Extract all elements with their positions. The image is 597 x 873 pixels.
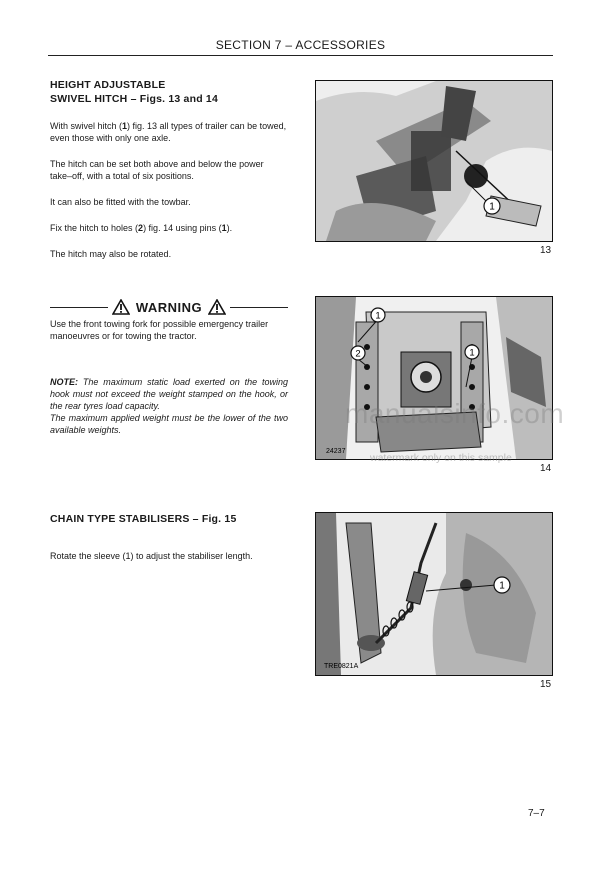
fig14-callout-1a: 1 [375, 310, 381, 322]
warning-triangle-icon [208, 299, 226, 315]
swivel-paragraph-1: With swivel hitch (1) fig. 13 all types of trailer can be towed, even those with only one axle. [50, 121, 287, 143]
swivel-paragraph-3: It can also be fitted with the towbar. [50, 197, 191, 207]
figure-15-number: 15 [540, 679, 552, 690]
swivel-paragraph-4: Fix the hitch to holes (2) fig. 14 using pins (1). [50, 223, 233, 233]
figure-14-number: 14 [540, 463, 552, 474]
figure-14-hitch-holes [315, 296, 553, 460]
warning-box [50, 298, 288, 342]
warning-title: WARNING [135, 299, 203, 315]
section-header: SECTION 7 – ACCESSORIES [215, 38, 386, 52]
warning-text: Use the front towing fork for possible emergency trailer manoeuvres or for towing the tractor. [50, 319, 269, 341]
stabilisers-title: CHAIN TYPE STABILISERS – Fig. 15 [50, 513, 237, 525]
swivel-title-line1: HEIGHT ADJUSTABLE [50, 79, 166, 91]
note-label: NOTE: [50, 377, 78, 387]
stabilisers-section [50, 512, 288, 576]
swivel-title-line2: SWIVEL HITCH – Figs. 13 and 14 [50, 93, 219, 105]
fig14-code: 24237 [326, 448, 346, 455]
fig14-callout-1b: 1 [469, 347, 475, 359]
figure-13-swivel-hitch [315, 80, 553, 242]
header-rule [48, 55, 553, 56]
stabilisers-text: Rotate the sleeve (1) to adjust the stabiliser length. [50, 551, 253, 561]
note-block [50, 376, 288, 436]
fig13-callout-1: 1 [489, 201, 495, 213]
watermark-sub: watermark only on this sample [370, 452, 512, 464]
watermark-main: manualsinfo.com [345, 398, 565, 429]
swivel-paragraph-2: The hitch can be set both above and below the power take–off, with a total of six positions. [50, 159, 264, 181]
warning-header [50, 298, 288, 316]
note-line-1: The maximum static load exerted on the towing hook must not exceed the weight stamped on the hook, or the rear tyres load capacity. [50, 377, 288, 411]
warning-triangle-icon [112, 299, 130, 315]
swivel-hitch-section [50, 78, 288, 274]
figure-13-number: 13 [540, 245, 552, 256]
fig14-callout-2: 2 [355, 348, 361, 360]
fig15-callout-1: 1 [499, 580, 505, 592]
figure-15-chain-stabiliser [315, 512, 553, 676]
note-line-2: The maximum applied weight must be the lower of the two available weights. [50, 413, 288, 435]
fig15-code: TRE0821A [324, 663, 359, 670]
swivel-paragraph-5: The hitch may also be rotated. [50, 249, 172, 259]
page-number: 7–7 [528, 808, 545, 819]
